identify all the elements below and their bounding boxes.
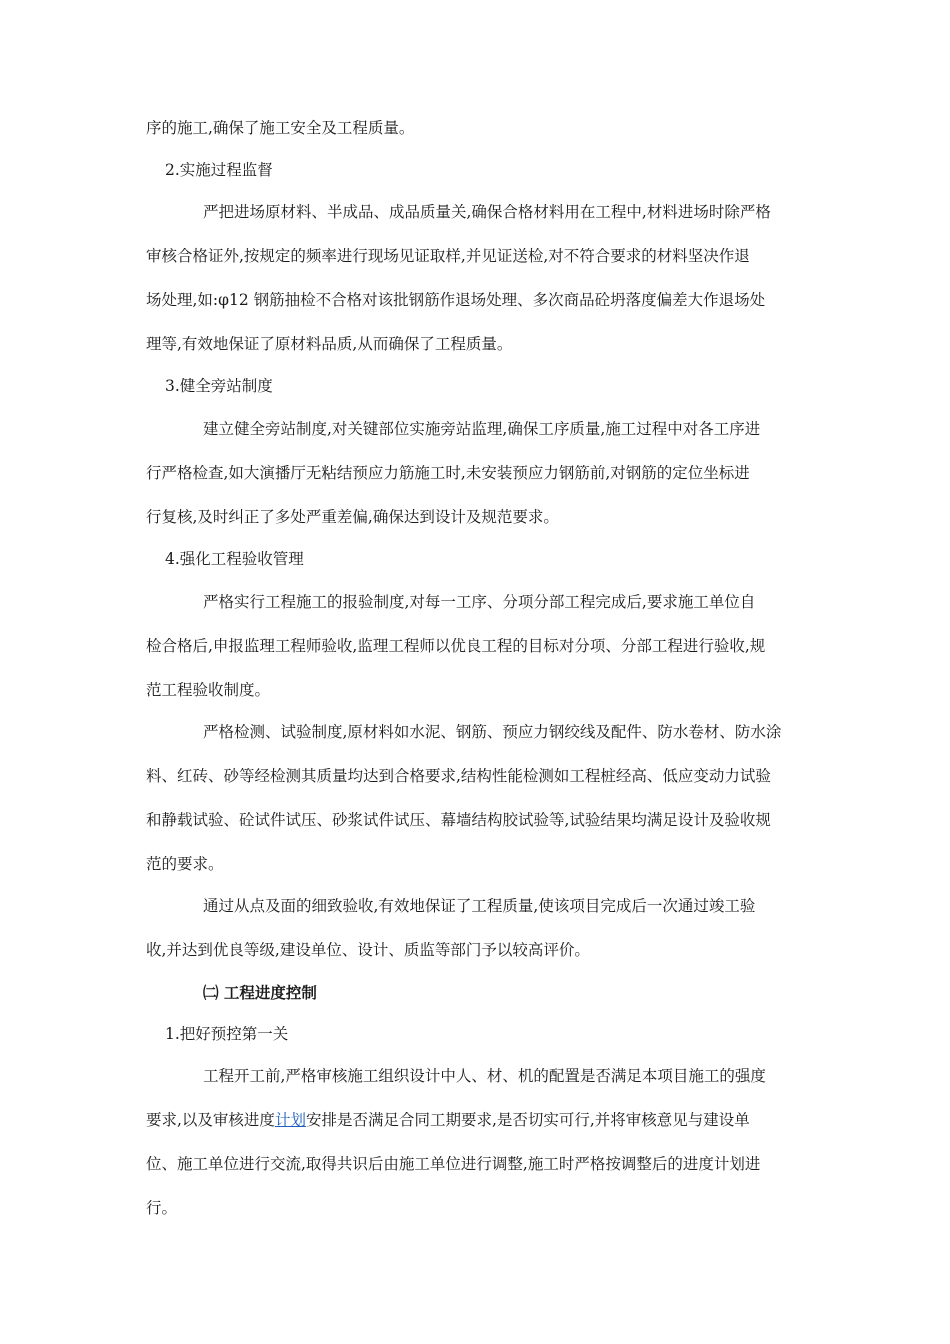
paragraph-line: 建立健全旁站制度,对关键部位实施旁站监理,确保工序质量,施工过程中对各工序进 [203, 420, 761, 438]
paragraph-line: 严格检测、试验制度,原材料如水泥、钢筋、预应力钢绞线及配件、防水卷材、防水涂 [203, 723, 782, 741]
text-segment: 安排是否满足合同工期要求,是否切实可行,并将审核意见与建设单 [305, 1111, 750, 1129]
paragraph-line: 理等,有效地保证了原材料品质,从而确保了工程质量。 [146, 335, 513, 353]
section-heading: 1.把好预控第一关 [165, 1025, 289, 1043]
paragraph-line: 工程开工前,严格审核施工组织设计中人、材、机的配置是否满足本项目施工的强度 [203, 1067, 766, 1085]
paragraph-line: 行。 [146, 1199, 178, 1217]
paragraph-line: 和静载试验、砼试件试压、砂浆试件试压、幕墙结构胶试验等,试验结果均满足设计及验收规 [146, 811, 771, 829]
text-segment: 要求,以及审核进度 [146, 1111, 275, 1129]
section-heading: 4.强化工程验收管理 [165, 550, 304, 568]
paragraph-line [146, 1110, 750, 1130]
paragraph-line: 范工程验收制度。 [146, 681, 271, 699]
paragraph-line: 通过从点及面的细致验收,有效地保证了工程质量,使该项目完成后一次通过竣工验 [203, 897, 756, 915]
section-heading: 3.健全旁站制度 [165, 377, 273, 395]
paragraph-line: 严格实行工程施工的报验制度,对每一工序、分项分部工程完成后,要求施工单位自 [203, 593, 756, 611]
paragraph-line: 行严格检查,如大演播厅无粘结预应力筋施工时,未安装预应力钢筋前,对钢筋的定位坐标进 [146, 464, 750, 482]
paragraph-line: 审核合格证外,按规定的频率进行现场见证取样,并见证送检,对不符合要求的材料坚决作退 [146, 247, 750, 265]
paragraph-line: 序的施工,确保了施工安全及工程质量。 [146, 119, 415, 137]
subsection-heading: ㈡ 工程进度控制 [203, 984, 317, 1002]
paragraph-line: 收,并达到优良等级,建设单位、设计、质监等部门予以较高评价。 [146, 941, 590, 959]
plan-link[interactable]: 计划 [274, 1111, 306, 1129]
paragraph-line: 料、红砖、砂等经检测其质量均达到合格要求,结构性能检测如工程桩经高、低应变动力试验 [146, 767, 771, 785]
paragraph-line: 检合格后,申报监理工程师验收,监理工程师以优良工程的目标对分项、分部工程进行验收,规 [146, 637, 766, 655]
paragraph-line: 位、施工单位进行交流,取得共识后由施工单位进行调整,施工时严格按调整后的进度计划进 [146, 1155, 761, 1173]
section-heading: 2.实施过程监督 [165, 161, 273, 179]
paragraph-line: 行复核,及时纠正了多处严重差偏,确保达到设计及规范要求。 [146, 508, 559, 526]
paragraph-line: 严把进场原材料、半成品、成品质量关,确保合格材料用在工程中,材料进场时除严格 [203, 203, 771, 221]
paragraph-line: 范的要求。 [146, 855, 224, 873]
paragraph-line: 场处理,如:φ12 钢筋抽检不合格对该批钢筋作退场处理、多次商品砼坍落度偏差大作退场处 [146, 291, 766, 309]
